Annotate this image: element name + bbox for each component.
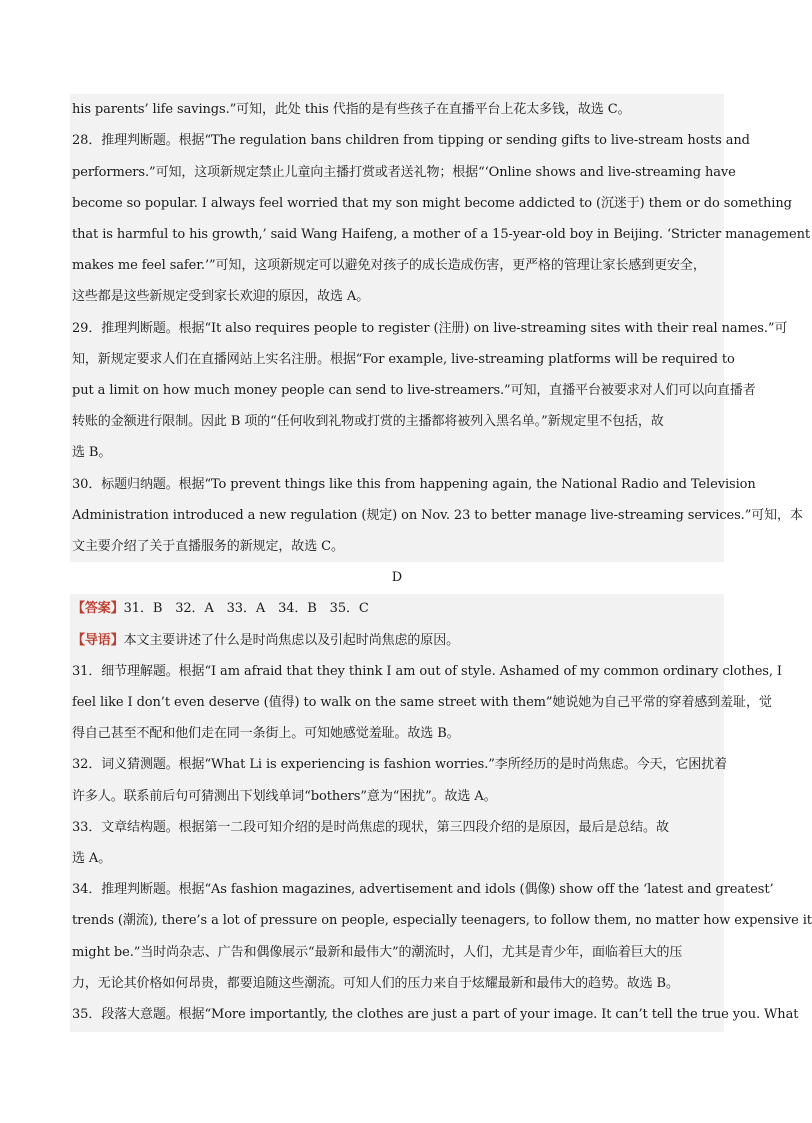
question-28-line: 28．推理判断题。根据“The regulation bans children from tipping or sending gifts to live-stream hosts and	[72, 133, 750, 148]
text-line: 这些都是这些新规定受到家长欢迎的原因，故选 A。	[72, 289, 370, 304]
answer-line	[72, 600, 722, 618]
question-29-line: 29．推理判断题。根据“It also requires people to register (注册) on live-streaming sites with their real names.”可	[72, 321, 788, 336]
text-line: 文主要介绍了关于直播服务的新规定，故选 C。	[72, 539, 344, 554]
question-34-line: 34．推理判断题。根据“As fashion magazines, advertisement and idols (偶像) show off the ‘latest and greatest’	[72, 882, 774, 897]
guide-line	[72, 632, 722, 650]
text-line: 得自己甚至不配和他们走在同一条街上。可知她感觉羞耻。故选 B。	[72, 726, 460, 741]
question-31-line: 31．细节理解题。根据“I am afraid that they think I am out of style. Ashamed of my common ordinary clothes, I	[72, 664, 782, 679]
question-33-line: 33．文章结构题。根据第一二段可知介绍的是时尚焦虑的现状，第三四段介绍的是原因，最后是总结。故	[72, 820, 669, 835]
text-line: performers.”可知，这项新规定禁止儿童向主播打赏或者送礼物；根据“‘Online shows and live-streaming have	[72, 165, 736, 180]
text-line: put a limit on how much money people can send to live-streamers.”可知，直播平台被要求对人们可以向直播者	[72, 383, 756, 398]
text-line: 选 B。	[72, 445, 112, 460]
text-line: makes me feel safer.’”可知，这项新规定可以避免对孩子的成长造成伤害，更严格的管理让家长感到更安全，	[72, 258, 706, 273]
text-line: become so popular. I always feel worried that my son might become addicted to (沉迷于) them or do something	[72, 196, 792, 211]
text-line: that is harmful to his growth,’ said Wang Haifeng, a mother of a 15-year-old boy in Beijing. ‘Stricter management	[72, 227, 811, 242]
question-30-line: 30．标题归纳题。根据“To prevent things like this from happening again, the National Radio and Television	[72, 477, 756, 492]
guide-tag: 【导语】	[72, 633, 124, 648]
text-line: 选 A。	[72, 851, 112, 866]
text-line: his parents’ life savings.”可知，此处 this 代指的是有些孩子在直播平台上花太多钱，故选 C。	[72, 102, 631, 117]
question-35-line: 35．段落大意题。根据“More importantly, the clothes are just a part of your image. It can’t tell the true you. What	[72, 1007, 799, 1022]
answer-tag: 【答案】	[72, 601, 124, 616]
section-letter: D	[391, 570, 403, 585]
text-line: trends (潮流), there’s a lot of pressure on people, especially teenagers, to follow them, no matter how expensive it	[72, 913, 812, 928]
explanation-block-bottom	[70, 594, 812, 1032]
text-line: feel like I don’t even deserve (值得) to walk on the same street with them”她说她为自己平常的穿着感到羞耻，觉	[72, 695, 772, 710]
text-line: Administration introduced a new regulation (规定) on Nov. 23 to better manage live-streaming services.”可知，本	[72, 508, 803, 523]
guide-text: 本文主要讲述了什么是时尚焦虑以及引起时尚焦虑的原因。	[123, 633, 460, 648]
text-line: might be.”当时尚杂志、广告和偶像展示“最新和最伟大”的潮流时，人们，尤其是青少年，面临着巨大的压	[72, 945, 683, 960]
answer-text: 31．B 32．A 33．A 34．B 35．C	[123, 601, 369, 616]
question-32-line: 32．词义猜测题。根据“What Li is experiencing is fashion worries.”李所经历的是时尚焦虑。今天，它困扰着	[72, 757, 727, 772]
text-line: 许多人。联系前后句可猜测出下划线单词“bothers”意为“困扰”。故选 A。	[72, 789, 497, 804]
text-line: 转账的金额进行限制。因此 B 项的“任何收到礼物或打赏的主播都将被列入黑名单。”新规定里不包括，故	[72, 414, 664, 429]
text-line: 力，无论其价格如何昂贵，都要追随这些潮流。可知人们的压力来自于炫耀最新和最伟大的趋势。故选 B。	[72, 976, 679, 991]
text-line: 知，新规定要求人们在直播网站上实名注册。根据“For example, live-streaming platforms will be required to	[72, 352, 735, 367]
